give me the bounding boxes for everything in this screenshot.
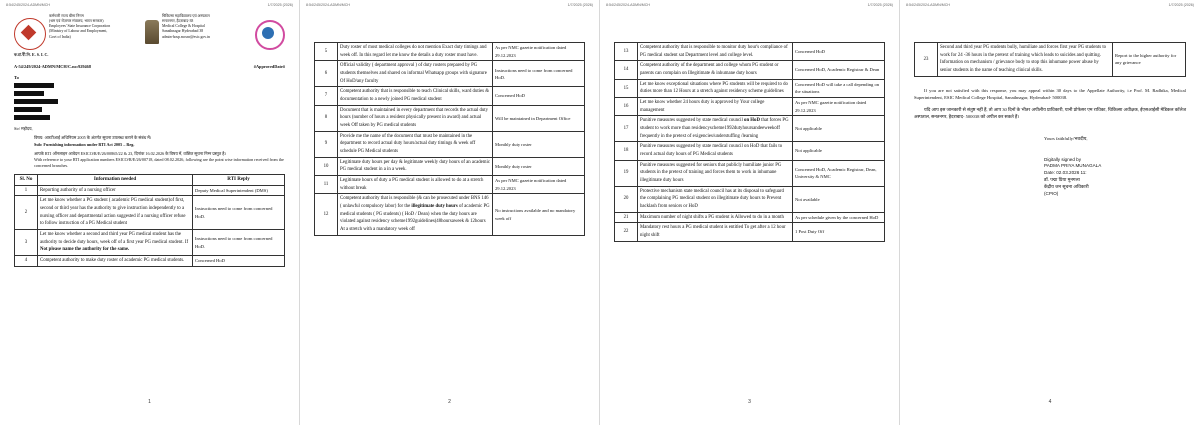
page-number: 2: [448, 399, 451, 405]
org-name-block: कर्मचारी राज्य बीमा निगम (श्रम एवं रोज़गार मंत्रालय, भारत सरकार) Employees' State Insurance Corporation (Ministry of Labour and Employment, Govt of India): [49, 14, 111, 39]
col-information-needed: Information needed: [38, 174, 193, 185]
national-emblem-icon: [145, 20, 159, 44]
page-number: 3: [748, 399, 751, 405]
table-row: 22 Mandatory rest hours a PG medical student is entitled To get after a 12 hour night shift 1 Post Duty Off: [615, 223, 885, 241]
table-row: 14 Competent authority of the department and college whom PG student or parents can complain on Illegitimate & inhumane duty hours Concerned HoD, Academic Registrar & Dean: [615, 61, 885, 79]
table-row: 8 Document that is maintained in every department that records the actual duty hours (number of hours a resident physically present in award) and actual week Off taken by PG medical students Will be maintained in Department Office: [315, 105, 585, 131]
table-row: 7 Competent authority that is responsible to teach Clinical skills, ward duties & documentation to a newly joined PG medical student Concerned HoD: [315, 87, 585, 105]
page-header-left: 8:54/245/2024-ADMN/MCH: [6, 3, 50, 7]
table-row: 13 Competent authority that is responsible to monitor duty hour's compliance of PG medical student sat Department level and college level. Concerned HoD: [615, 43, 885, 61]
table-row: 15 Let me know exceptional situations where PG students will be required to do duties more than 12 Hours at a stretch against residency scheme guidelines Concerned HoD will take a call depending on the situations: [615, 79, 885, 97]
to-label: To: [14, 75, 19, 80]
table-row: 4 Competent authority to make duty roster of academic PG medical students. Concerned HoD: [15, 256, 285, 267]
digital-signature: Digitally signed by PADMA PRIYA MUNAGALA Date: 02.03.2026 11: डॉ. पद्मा प्रिया मुनगला केंद्रीय जन सूचना अधिकारी (CPIO): [1044, 156, 1102, 197]
col-rti-reply: RTI Reply: [193, 174, 285, 185]
redacted-address: [14, 83, 285, 120]
salutation: Sir/ महोदय,: [14, 126, 33, 131]
appeal-hindi: यदि आप इस जानकारी से संतुष्ट नहीं हैं, तो आप 30 दिनों के भीतर अपीलीय प्राधिकारी, यानी प्रोफेसर एम राधिका, चिकित्सा अधीक्षक, ईएसआईसी मेडिकल कॉलेज अस्पताल, सनतनगर, हैदराबाद- 500038 को अपील कर सकते हैं।: [914, 106, 1186, 120]
reference-english: With reference to your RTI application numbers ESICO/R/E/26/00718, dated 08.02.2026, following are the point wise information received from the concerned branches.: [34, 157, 284, 169]
page-3: [600, 0, 900, 425]
table-row: 12 Competent authority that is responsible (& can be prosecuted under BNS 146 ( unlawful compulsory labor) for the illegitimate duty hours of academic PG medical students ( PG students) ( HoD / Dean) when the duty hours are violated against residency scheme1992guidelines(48hoursaweek & 12hours At a stretch with a mandatory week off No instructions available and no mandatory week off: [315, 194, 585, 235]
table-row: 21 Maximum number of night shifts a PG student is Allowed to do in a month As per schedule given by the concerned HoD: [615, 212, 885, 223]
rti-table-page-2: [314, 42, 585, 236]
table-row: 16 Let me know whether 24 hours duty is approved by Your college management As per NMC gazette notification dated 29.12.2023: [615, 98, 885, 116]
rti-table-page-4: [914, 42, 1186, 77]
closing: Yours faithfully/भवदीय,: [1044, 136, 1088, 141]
page-header: 8:54/245/2024-ADMN/MCH 1/7/2025 (2026): [606, 3, 893, 7]
rti-table-page-3: [614, 42, 885, 242]
table-row: 6 Official validity ( department approval ) of duty rosters prepared by PG students themselves and shared on informal Whatsapp groups with signature Of HoD/any faculty Instructions need to come from concerned HoD.: [315, 61, 585, 87]
table-row: 2 Let me know whether a PG student ( academic PG medical student)of first, second or third year has the authority to give instruction independently to a nursing officer and departmental action suggested if a nursing officer refuse to follow instruction of a PG Medical student Instructions need to come from concerned HoD.: [15, 196, 285, 230]
reference-line: [14, 64, 285, 69]
table-row: 9 Provide me the name of the document that must be maintained in the department to record actual duty hours/actual duty timings & week off schedule PG Medical students Monthly duty roster: [315, 131, 585, 157]
hospital-name-block: चिकित्सा महाविद्यालय एवं अस्पताल सनतनगर, हैदराबाद-38 Medical College & Hospital Sanathnagar Hyderabad 38 admin-hosp.mcsnr@esic.gov.in: [162, 14, 210, 39]
page-2: [300, 0, 600, 425]
approved-date: #ApprovedDate#: [253, 64, 285, 69]
table-row: 3 Let me know whether a second and third year PG medical student has the authority to decide duty hours, week off of a first year PG medical student. If Not please name the authority for the same. Instructions need to come from concerned HoD.: [15, 230, 285, 256]
page-number: 1: [148, 399, 151, 405]
col-sl-no: Sl. No: [15, 174, 38, 185]
subject-hindi: विषय: आरटीआई अधिनियम 2005 के अंतर्गत सूचना उपलब्ध कराने के संबंध में।: [34, 135, 152, 141]
letterhead: [14, 14, 285, 58]
subject-english: Sub: Furnishing information under RTI Act 2005 – Reg.: [34, 141, 135, 147]
reference-hindi: आपके RTI ऑनलाइन आवेदन ESICO/R/E/26/00865/22 & 23, दिनांक 16.02.2026 के विषय में, वांछित सूचना निम्न प्रस्तुत है।: [34, 150, 227, 156]
reference-number: A-54/249/2024-ADMN/MCH/C.no:929468: [14, 64, 91, 69]
appeal-english: If you are not satisfied with this response, you may appeal within 30 days to the Appellate Authority, i.e Prof. M. Radhika, Medical Superintendent, ESIC Medical College Hospital, Sanathnagar, Hyderabad- 500038.: [914, 87, 1186, 101]
page-header: 8:54/245/2024-ADMN/MCH 1/7/2025 (2026): [306, 3, 593, 7]
table-row: 1 Reporting authority of a nursing officer Deputy Medical Superintendent (DMS): [15, 185, 285, 196]
page-number: 4: [1048, 399, 1052, 405]
table-row: 17 Punitive measures suggested by state medical council on HoD that forces PG student to work more than residencyscheme1992dutyhoursandeeweekoff frequently in the pretext of exigencies/understuffing /learning Not applicable: [615, 116, 885, 142]
page-header: 8:54/245/2024-ADMN/MCH 1/7/2025 (2026): [906, 3, 1194, 7]
table-row: 10 Legitimate duty hours per day & legitimate weekly duty hours of an academic PG medical student in a in a week. Monthly duty roster: [315, 157, 585, 175]
page-4: [900, 0, 1200, 425]
esic-label: ক.রা.বী.নি. E. S. I. C.: [14, 52, 49, 57]
table-row: 20 Protective mechanism state medical council has at its disposal to safeguard the complaining PG medical student on illegitimate duty hours to Prevent backlash from seniors or HoD Not available: [615, 186, 885, 212]
page-header-right: 1/7/2025 (2026): [267, 3, 293, 7]
rti-table-page-1: [14, 174, 285, 267]
table-row: 19 Punitive measures suggested for seniors that publicly humiliate junior PG students in the pretext of training and forces them to work in inhumane illegitimate duty hours Concerned HoD, Academic Registrar, Dean, University & NMC: [615, 160, 885, 186]
table-row: 18 Punitive measures suggested by state medical council on HoD that fails to record actual duty hours of PG Medical students Not applicable: [615, 142, 885, 160]
table-row: 11 Legitimate hours of duty a PG medical student is allowed to do at a stretch without break As per NMC gazette notification dated 29.12.2023: [315, 176, 585, 194]
hospital-seal-icon: [255, 20, 285, 50]
page-1: [0, 0, 300, 425]
table-row: 23 Second and third year PG students bully, humiliate and forces first year PG students to work for 24 -36 hours in the pretext of training which leads to suicides and quitting. Information on mechanism / grievance body to stop this inhumane power abuse by senior students in the name of teaching clinical skills. Report to the higher authority for any grievance: [915, 43, 1186, 77]
esic-logo-icon: [14, 18, 46, 50]
table-row: 5 Duty roster of most medical colleges do not mention Exact duty timings and week off. In this regard let me know the details a duty roster must have. As per NMC gazette notification dated 29.12.2023: [315, 43, 585, 61]
page-header: [6, 3, 293, 11]
